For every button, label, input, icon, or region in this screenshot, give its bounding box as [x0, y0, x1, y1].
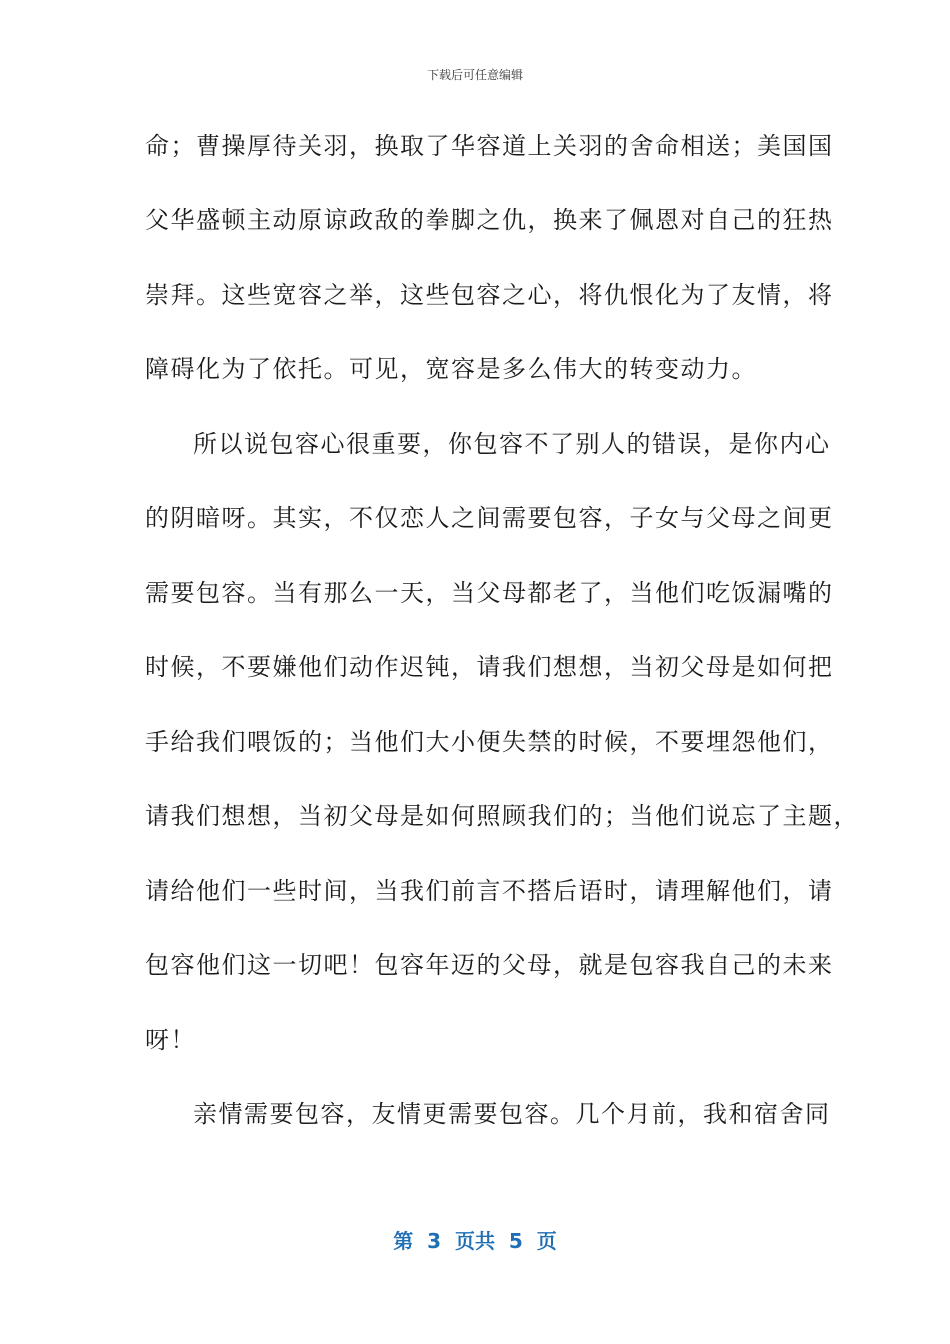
page-number-footer: 第 3 页共 5 页: [393, 1229, 557, 1253]
text-line: 请给他们一些时间，当我们前言不搭后语时，请理解他们，请: [145, 877, 834, 905]
text-line: 父华盛顿主动原谅政敌的拳脚之仇，换来了佩恩对自己的狂热: [145, 206, 834, 234]
text-line: 呀！: [145, 1026, 196, 1054]
text-line: 的阴暗呀。其实，不仅恋人之间需要包容，子女与父母之间更: [145, 504, 834, 532]
text-line: 时候，不要嫌他们动作迟钝，请我们想想，当初父母是如何把: [145, 653, 834, 681]
text-line: 障碍化为了依托。可见，宽容是多么伟大的转变动力。: [145, 355, 757, 383]
text-line: 需要包容。当有那么一天，当父母都老了，当他们吃饭漏嘴的: [145, 579, 834, 607]
text-line: 包容他们这一切吧！包容年迈的父母，就是包容我自己的未来: [145, 951, 834, 979]
text-line: 请我们想想，当初父母是如何照顾我们的；当他们说忘了主题，: [145, 802, 859, 830]
page-header: 下载后可任意编辑: [426, 68, 523, 82]
paragraph-start-line: 所以说包容心很重要，你包容不了别人的错误，是你内心: [193, 430, 831, 458]
text-line: 命；曹操厚待关羽，换取了华容道上关羽的舍命相送；美国国: [145, 132, 834, 160]
text-line: 崇拜。这些宽容之举，这些包容之心，将仇恨化为了友情，将: [145, 281, 834, 309]
paragraph-start-line: 亲情需要包容，友情更需要包容。几个月前，我和宿舍同: [193, 1100, 831, 1128]
text-line: 手给我们喂饭的；当他们大小便失禁的时候，不要埋怨他们，: [145, 728, 834, 756]
